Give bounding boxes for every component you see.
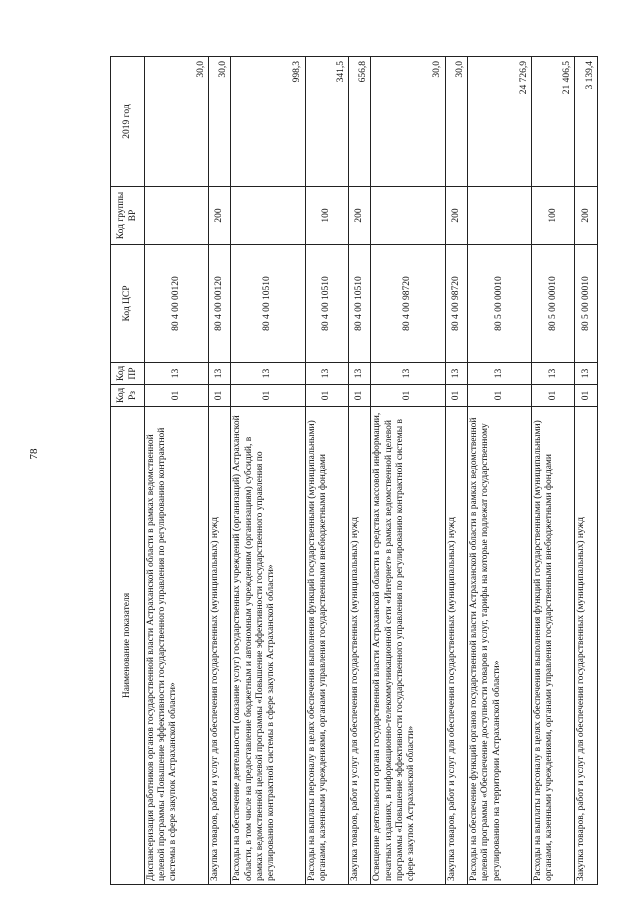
- row-name: Закупка товаров, работ и услуг для обеспечения государственных (муниципальных) нужд: [575, 407, 598, 885]
- row-pr: 13: [208, 363, 231, 385]
- row-name: Закупка товаров, работ и услуг для обеспечения государственных (муниципальных) нужд: [208, 407, 231, 885]
- row-rz: 01: [468, 385, 532, 407]
- row-rz: 01: [305, 385, 348, 407]
- row-value: 341,5: [305, 57, 348, 187]
- header-rz: Код Рз: [111, 385, 145, 407]
- row-csr: 80 4 00 00120: [145, 245, 209, 363]
- row-value: 30,0: [208, 57, 231, 187]
- row-pr: 13: [468, 363, 532, 385]
- row-value: 30,0: [445, 57, 468, 187]
- row-pr: 13: [145, 363, 209, 385]
- row-vr: 100: [305, 187, 348, 245]
- row-value: 998,3: [231, 57, 305, 187]
- table-row: [532, 57, 575, 885]
- row-csr: 80 4 00 10510: [231, 245, 305, 363]
- row-rz: 01: [231, 385, 305, 407]
- table-row: [145, 57, 209, 885]
- row-rz: 01: [575, 385, 598, 407]
- row-pr: 13: [371, 363, 445, 385]
- header-csr: Код ЦСР: [111, 245, 145, 363]
- row-name: Расходы на выплаты персоналу в целях обеспечения выполнения функций государственными (муниципальными) органами, казенными учреждениями, органами управления государственными внебюджетными фондами: [305, 407, 348, 885]
- row-value: 30,0: [145, 57, 209, 187]
- header-pr: Код ПР: [111, 363, 145, 385]
- table-row: [575, 57, 598, 885]
- table-row: [208, 57, 231, 885]
- row-pr: 13: [348, 363, 371, 385]
- row-vr: [371, 187, 445, 245]
- row-value: 21 406,5: [532, 57, 575, 187]
- row-csr: 80 5 00 00010: [532, 245, 575, 363]
- table-row: [231, 57, 305, 885]
- table-row: [468, 57, 532, 885]
- row-pr: 13: [231, 363, 305, 385]
- row-value: 24 726,9: [468, 57, 532, 187]
- row-csr: 80 5 00 00010: [468, 245, 532, 363]
- row-pr: 13: [575, 363, 598, 385]
- row-rz: 01: [145, 385, 209, 407]
- row-rz: 01: [371, 385, 445, 407]
- row-vr: 200: [575, 187, 598, 245]
- rotated-table: [110, 57, 598, 885]
- table-row: [445, 57, 468, 885]
- page-number: 78: [28, 448, 40, 460]
- row-rz: 01: [445, 385, 468, 407]
- row-pr: 13: [532, 363, 575, 385]
- row-name: Диспансеризация работников органов государственной власти Астраханской области в рамках ведомственной целевой программы «Повышение эффективности государственного управления по регулированию контрактной системы в сфере закупок Астраханской области»: [145, 407, 209, 885]
- row-name: Освещение деятельности органа государственной власти Астраханской области в средствах массовой информации, печатных изданиях, в информационно-телекоммуникационной сети «Интернет» в рамках ведомственной целевой программы «Повышение эффективности государственного управления по регулированию контрактной системы в сфере закупок Астраханской области»: [371, 407, 445, 885]
- header-vr: Код группы ВР: [111, 187, 145, 245]
- table-row: [305, 57, 348, 885]
- row-vr: [145, 187, 209, 245]
- row-rz: 01: [532, 385, 575, 407]
- row-vr: 100: [532, 187, 575, 245]
- table-header-row: [111, 57, 145, 885]
- row-value: 656,8: [348, 57, 371, 187]
- row-csr: 80 4 00 10510: [305, 245, 348, 363]
- header-year: 2019 год: [111, 57, 145, 187]
- rotated-table-container: [110, 57, 598, 885]
- row-csr: 80 4 00 98720: [371, 245, 445, 363]
- table-row: [371, 57, 445, 885]
- header-name: Наименование показателя: [111, 407, 145, 885]
- row-vr: [468, 187, 532, 245]
- row-csr: 80 4 00 10510: [348, 245, 371, 363]
- row-name: Расходы на обеспечение деятельности (оказание услуг) государственных учреждений (организаций) Астраханской области, в том числе на предоставление бюджетным и автономным учреждениям (организациям) субсидий, в рамках ведомственной целевой программы «Повышение эффективности государственного управления по регулированию контрактной системы в сфере закупок Астраханской области»: [231, 407, 305, 885]
- row-csr: 80 5 00 00010: [575, 245, 598, 363]
- row-name: Расходы на обеспечение функций органов государственной власти Астраханской области в рамках ведомственной целевой программы «Обеспечение доступности товаров и услуг, тарифы на которые подлежат государственному регулированию на территории Астраханской области»: [468, 407, 532, 885]
- row-name: Закупка товаров, работ и услуг для обеспечения государственных (муниципальных) нужд: [348, 407, 371, 885]
- row-vr: 200: [445, 187, 468, 245]
- row-name: Закупка товаров, работ и услуг для обеспечения государственных (муниципальных) нужд: [445, 407, 468, 885]
- row-pr: 13: [305, 363, 348, 385]
- row-value: 30,0: [371, 57, 445, 187]
- budget-table: [110, 56, 598, 885]
- row-pr: 13: [445, 363, 468, 385]
- table-row: [348, 57, 371, 885]
- row-vr: 200: [208, 187, 231, 245]
- row-vr: 200: [348, 187, 371, 245]
- row-csr: 80 4 00 00120: [208, 245, 231, 363]
- row-rz: 01: [208, 385, 231, 407]
- row-value: 3 139,4: [575, 57, 598, 187]
- row-rz: 01: [348, 385, 371, 407]
- row-vr: [231, 187, 305, 245]
- row-csr: 80 4 00 98720: [445, 245, 468, 363]
- row-name: Расходы на выплаты персоналу в целях обеспечения выполнения функций государственными (муниципальными) органами, казенными учреждениями, органами управления государственными внебюджетными фондами: [532, 407, 575, 885]
